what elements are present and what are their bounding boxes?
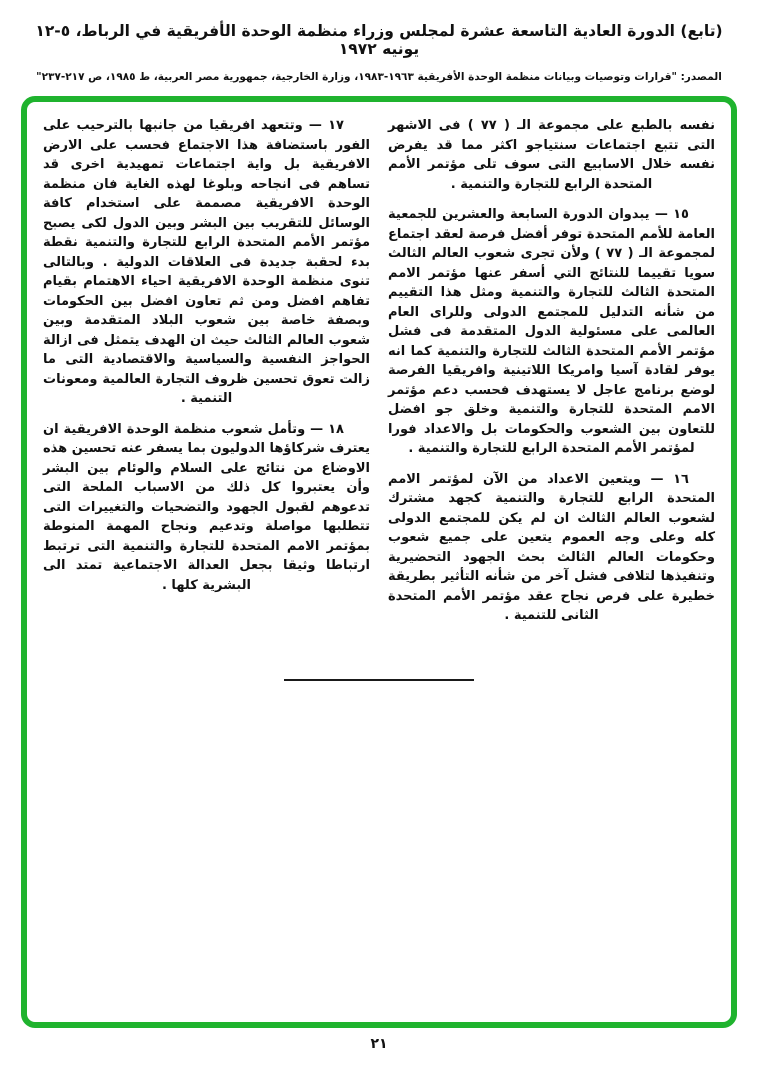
column-right [388, 116, 715, 637]
paragraph-17: ١٧ — وتتعهد افريقيا من جانبها بالترحيب على الفور باستضافة هذا الاجتماع فحسب على الارض الافريقية بل واية اجتماعات تمهيدية اخرى قد تساهم فى انجاحه وبلوغا لهذه الغاية فان منظمة الوحدة الافريقية مصممة على استخدام كافة الوسائل للتقريب بين البشر وبين الدول لكى يصبح مؤتمر الأمم المتحدة الرابع للتجارة والتنمية نقطة بدء لحقبة جديدة فى العلاقات الدولية . وبالتالى تنوى منظمة الوحدة الافريقية احياء الاهتمام بقيام تفاهم افضل ومن ثم تعاون افضل بين الحكومات وبصفة خاصة بين شعوب البلاد المتقدمة وبين شعوب العالم الثالث حيث ان الهدف يتمثل فى ازالة الحواجز النفسية والسياسية والاقتصادية التى ما زالت تعوق تحسين ظروف التجارة العالمية ومعونات التنمية . [43, 118, 370, 406]
column-left [43, 116, 370, 606]
page-header [0, 0, 758, 83]
paragraph-18: ١٨ — وتأمل شعوب منظمة الوحدة الافريقية ان يعترف شركاؤها الدوليون بما يسفر عنه تحسين هذه الاوضاع من نتائج على السلام والوئام بين البشر وأن يعتبروا كل ذلك من الاسباب الملحة التى تدعوهم لقبول الجهود والتضحيات والتغييرات التى تتطلبها مواصلة وتدعيم ونجاح المهمة المنوطة بمؤتمر الامم المتحدة للتجارة والتنمية التى ترتبط ارتباطا وثيقا بجعل العدالة الاجتماعية تمتد الى البشرية كلها . [43, 421, 370, 593]
paragraph-continuation: نفسه بالطبع على مجموعة الـ ( ٧٧ ) فى الاشهر التى تتبع اجتماعات سنتياجو اكثر مما قد يفرض نفسه خلال الاسابيع التى سوف تلى مؤتمر الأمم المتحدة الرابع للتجارة والتنمية . [388, 118, 715, 192]
source-citation: المصدر: "قرارات وتوصيات وبيانات منظمة الوحدة الأفريقية ١٩٦٣-١٩٨٣، وزارة الخارجية، جمهورية مصر العربية، ط ١٩٨٥، ص ٢١٧-٢٣٧" [36, 71, 722, 83]
paragraph-16: ١٦ — ويتعين الاعداد من الآن لمؤتمر الامم المتحدة الرابع للتجارة والتنمية كجهد مشترك لشعوب العالم الثالث ان لم يكن للمجتمع الدولى كله وعلى وجه العموم يتعين على جميع شعوب وحكومات العالم الثالث بحث الجهود التحضيرية وتنفيذها لتلافى فشل آخر من شأنه التأثير بطريقة خطيرة على فرص نجاح عقد مؤتمر الأمم المتحدة الثانى للتنمية . [388, 471, 715, 623]
page-number: ٢١ [370, 1036, 388, 1052]
text-columns [43, 116, 715, 637]
content-frame [21, 96, 737, 1028]
section-divider [284, 679, 474, 681]
paragraph-15: ١٥ — يبدوان الدورة السابعة والعشرين للجمعية العامة للأمم المتحدة توفر أفضل فرصة لعقد اجتماع لمجموعة الـ ( ٧٧ ) ولأن تجرى شعوب العالم الثالث سويا تقييما للنتائج التي أسفر عنها مؤتمر الامم المتحدة الثالث للتجارة والتنمية ومثل هذا التقييم من شأنه التدليل للمجتمع الدولى وللراى العام العالمى على مسئولية الدول المتقدمة فى فشل مؤتمر الأمم المتحدة الثالث للتجارة والتنمية كما انه يوفر لقادة آسيا وامريكا اللاتينية وافريقيا الفرصة لوضع برنامج عاجل لا يستهدف فحسب دعم مؤتمر الامم المتحدة للتجارة والتنمية وخلق جو افضل للتعاون بين الشعوب والحكومات بل والاعداد فورا لمؤتمر الأمم المتحدة الرابع للتجارة والتنمية . [388, 207, 715, 456]
document-title: (تابع) الدورة العادية التاسعة عشرة لمجلس وزراء منظمة الوحدة الأفريقية في الرباط، ٥-١٢ يونيه ١٩٧٢ [35, 22, 723, 58]
